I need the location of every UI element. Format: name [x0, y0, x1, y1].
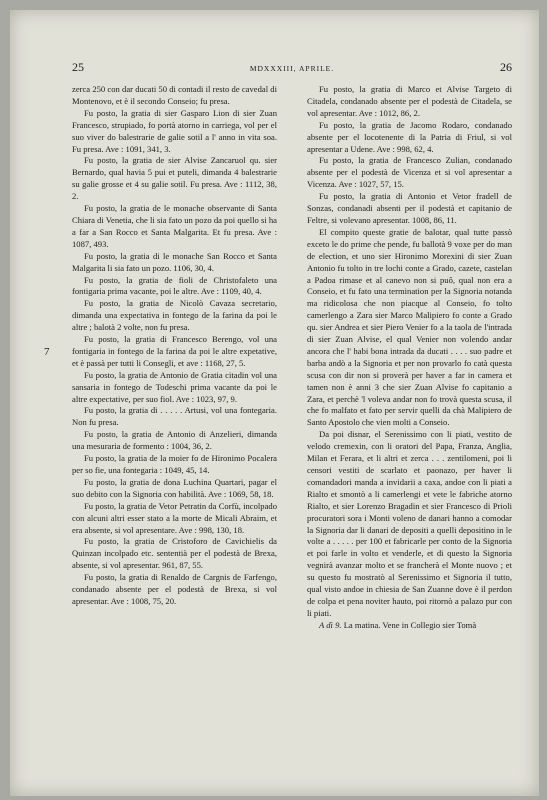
paragraph: Fu posto, la gratia de Cristoforo de Cavichielis da Quinzan incolpado etc. sententià per el podestà de Brexa, absente, si vol apresentar. 961, 87, 55.: [72, 536, 277, 571]
paragraph: Fu posto, la gratia di Renaldo de Cargnis de Farfengo, condanado absente per el podestà de Brexa, si vol apresentar. Ave : 1008, 75, 20.: [72, 572, 277, 606]
paragraph: Fu posto, la gratia di . . . . . Artusi, vol una fontegaria. Non fu presa.: [72, 405, 277, 428]
paragraph: Fu posto, la gratia de le monache observante di Santa Chiara di Venetia, che li sia fato un pozo da poi quello si ha a far a San Rocco et Santa Malgarita. Et fu presa. Ave : 1087, 493.: [72, 203, 277, 249]
paragraph: El compito queste gratie de balotar, qual tutte passò exceto le do prime che pende, fu ballotà 9 voxe per do man de election, et uno sier Hironimo Morexini di sier Zuan Antonio fu tolto in tre lochi conte a Grado, cazete, castelan a Padoa rimase et al canevo non si puô, qual non era a Conseio, et fu fato una termination per la Signoria notanda ma ridicolosa che non piacque al Conseio, fo tolto camerlengo a Zara sier Marco Malipiero fo conte a Grado qu. sier Andrea et sier Piero Venier fo a la taola de l'intrada di sier Zuan Alvise, el qual Venier non volendo andar ancora che l' habi bona intrada da ducati . . . . suo padre et barba andò a la Signoria et per non provarlo fo catà questa scusa con dir non si proverà per haver a far in camera et tamen non è anni 3 che sier Zuan Alvise fo capitanio a Zara, et perchè 'l voleva andar non fo trovà questa scusa, il che fo malfato et fato per servir quelli da chà Malipiero de Santo Apostolo che vien molti a Conseio.: [307, 226, 512, 428]
closing-text: La matina. Vene in Collegio sier Tomà: [343, 619, 477, 630]
page-header: [72, 62, 512, 76]
paragraph: Fu posto, la gratia di sier Gasparo Lion di sier Zuan Francesco, strupiado, fo portà atorno in carriega, vol per el suo viver do balestrarie de galie sotil a l' anno in vita soa. Fu presa. Ave : 1091, 341, 3.: [72, 107, 277, 154]
book-page: [10, 10, 539, 796]
paragraph: zerca 250 con dar ducati 50 di contadi il resto de cavedal di Montenovo, et è il secondo Conseio; fu presa.: [72, 84, 277, 106]
paragraph: Fu posto, la gratia de Nicolò Cavaza secretario, dimanda una expectativa in fontego de la farina da poi le altre ; balotà 2 volte, non fu presa.: [72, 298, 277, 333]
running-title: MDXXXIII, APRILE.: [249, 64, 335, 73]
margin-note: 7: [44, 346, 50, 358]
paragraph: Fu posto, la gratia de Antonio de Gratia citadin vol una sansaria in fontego de Todeschi prima vacante da poi le altre expectative, per suo fiol. Ave : 1023, 97, 9.: [72, 369, 277, 404]
paragraph: Fu posto, la gratia de Antonio di Anzelieri, dimanda una mesuraria de formento : 1004, 36, 2.: [72, 429, 277, 452]
paragraph: Fu posto, la gratia de Vetor Petratin da Corfù, incolpado con alcuni altri esser stato a la morte de Micali Abraim, et era absente, si vol apresentare. Ave : 998, 130, 18.: [72, 500, 277, 535]
date-label: A dì 9.: [319, 619, 342, 630]
page-number-right: 26: [500, 60, 512, 74]
paragraph: Fu posto, la gratia di le monache San Rocco et Santa Malgarita li sia fato un pozo. 1106, 30, 4.: [72, 250, 277, 273]
paragraph: Fu posto, la gratia de Jacomo Rodaro, condanado absente per el locotenente di la Patria di Friul, si vol apresentar a Udene. Ave : 998, 62, 4.: [307, 119, 512, 154]
paragraph: Fu posto, la gratia de Francesco Zulian, condanado absente per el podestà de Vicenza et si vol apresentar a Vicenza. Ave : 1027, 57, 15.: [307, 155, 512, 190]
paragraph: Fu posto, la gratia de fioli de Christofaleto una fontigaria prima vacante, poi le altre. Ave : 1109, 40, 4.: [72, 274, 277, 297]
paragraph: Fu posto, la gratia de la moier fo de Hironimo Pocalera per so fie, una fontegaria : 1049, 45, 14.: [72, 453, 277, 475]
paragraph: Fu posto, la gratia di Francesco Berengo, vol una fontigaria in fontego de la farina da poi le altre expetative, et è passà per tutti li Consegli, et ave : 1168, 27, 5.: [72, 334, 277, 368]
paragraph: Fu posto, la gratia de sier Alvise Zancaruol qu. sier Bernardo, qual havia 5 pui et puteli, dimanda 4 balestrarie su galie grosse et 4 su galie sotil. Fu presa. Ave : 1112, 38, 2.: [72, 155, 277, 202]
paragraph: Fu posto, la gratia di Marco et Alvise Targeto di Citadela, condanado absente per el podestà de Citadela, se vol apresentar. Ave : 1012, 86, 2.: [307, 84, 512, 118]
paragraph: Fu posto, la gratia di Antonio et Vetor fradell de Sonzas, condanadi absenti per il podestà et capitanio de Feltre, si volevano apresentar. 1008, 86, 11.: [307, 191, 512, 225]
paragraph: Fu posto, la gratia de dona Luchina Quartari, pagar el suo debito con la Signoria con habilità. Ave : 1069, 58, 18.: [72, 476, 277, 499]
right-column: [307, 84, 512, 632]
page-number-left: 25: [72, 60, 84, 74]
closing-line: [307, 620, 512, 632]
left-column: [72, 84, 277, 608]
paragraph: Da poi disnar, el Serenissimo con li piati, vestito de velodo cremexin, con li oratori del Papa, Franza, Anglia, Milan et Ferara, et li altri et zerca . . . zentilomeni, poi li censori vestiti de scarlato et paonazo, per haver li comandadori manda a invidarii a caxa, andoe con li piati a Rialto et smontò a li camerlengi et vete le fabriche atorno Rialto, et sier Lorenzo Bragadin et sier Francesco di Prioli procuratori sora i Monti voleno de danari hanno a comodar la Signoria dar li danari de depositi a quelli depositino in le volte a . . . . . per 100 et fabricarle per conto de la Signoria et poi farle in volto et venderle, et di questo la Signoria vegnirà avanzar molto et se francherà el Monte nuovo ; et su questo fu mostratò al Serenissimo et Signoria il tutto, qual visto andoe in chiesia de San Zuanne dove è il perdon de colpa et pena noviter hauto, poi ritornò a palazo pur con li piati.: [307, 429, 512, 618]
